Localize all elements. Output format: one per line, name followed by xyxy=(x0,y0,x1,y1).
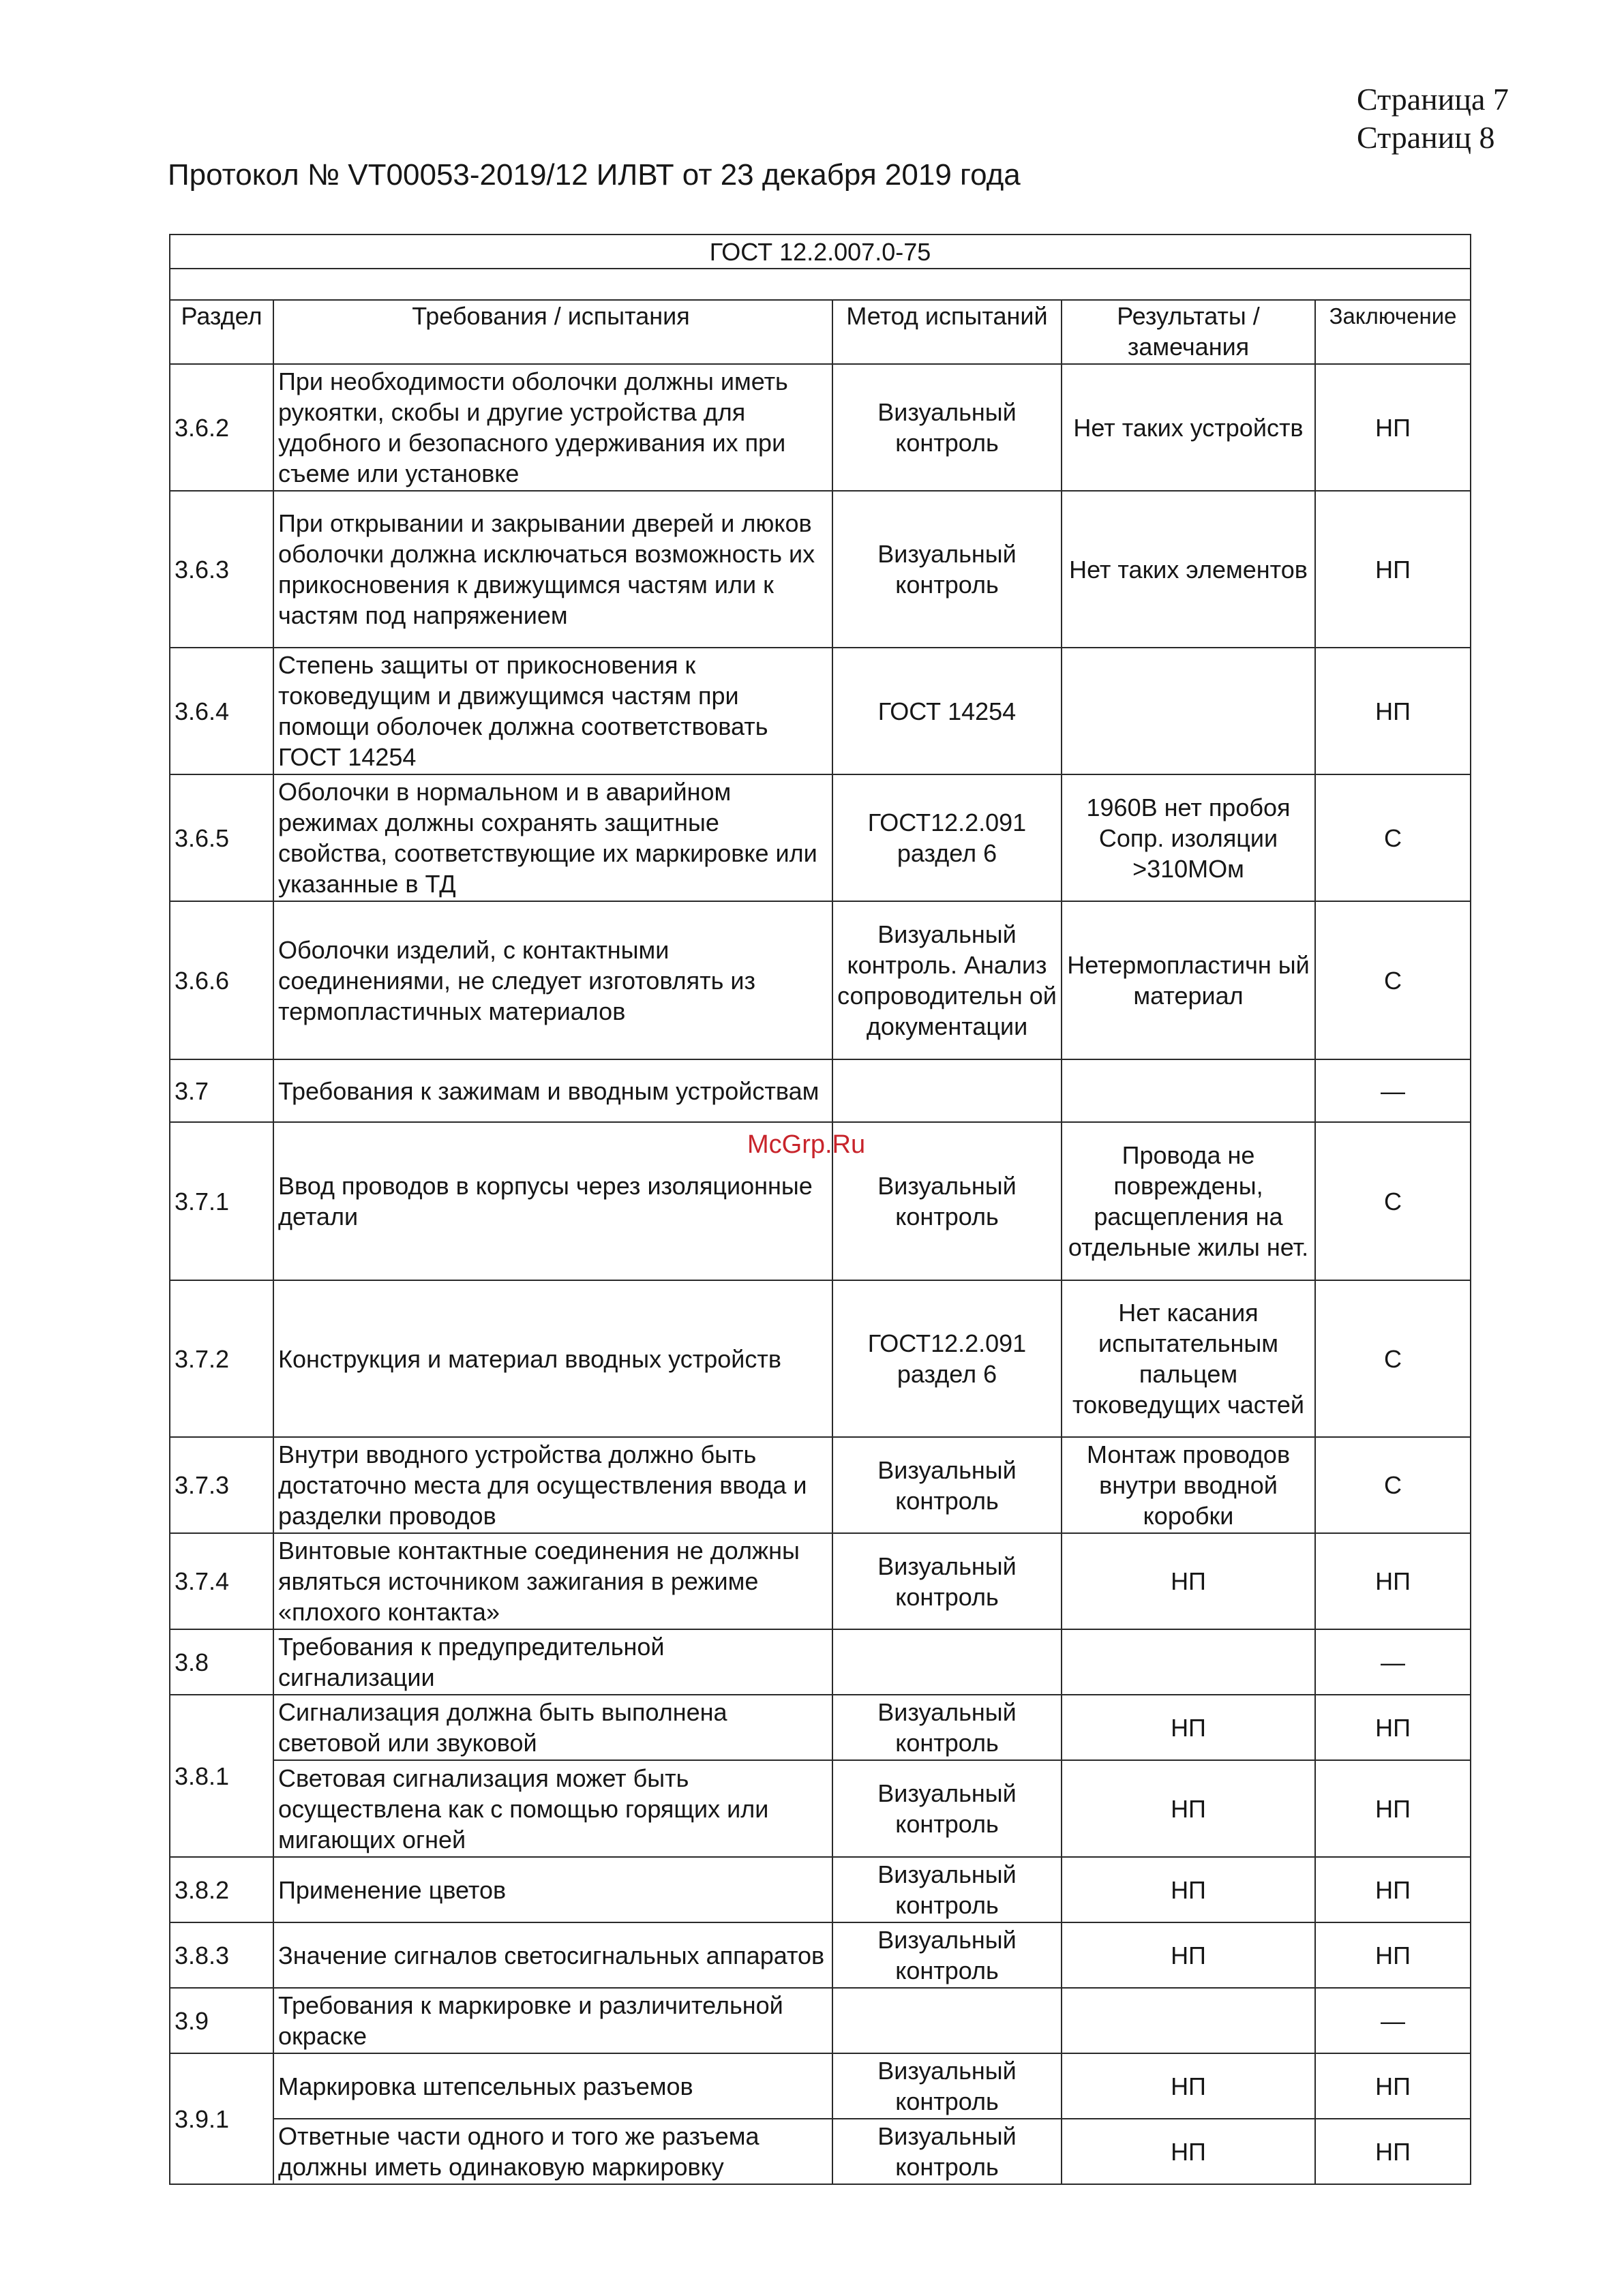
conclusion-cell: — xyxy=(1315,1059,1471,1122)
standard-title: ГОСТ 12.2.007.0-75 xyxy=(170,235,1471,269)
page-number: Страница 7 xyxy=(1357,82,1509,117)
result-cell: НП xyxy=(1062,1695,1315,1760)
result-cell xyxy=(1062,1988,1315,2053)
table-row xyxy=(170,1437,1471,1533)
table-row xyxy=(170,1280,1471,1437)
table-row xyxy=(170,1760,1471,1857)
requirement-cell: Ответные части одного и того же разъема должны иметь одинаковую маркировку xyxy=(273,2119,832,2184)
conclusion-cell: С xyxy=(1315,1122,1471,1280)
section-cell: 3.9 xyxy=(170,1988,273,2053)
requirement-cell: Степень защиты от прикосновения к токоведущим и движущимся частям при помощи оболочек должна соответствовать ГОСТ 14254 xyxy=(273,648,832,774)
section-cell: 3.6.2 xyxy=(170,364,273,491)
requirement-cell: Внутри вводного устройства должно быть достаточно места для осуществления ввода и разделки проводов xyxy=(273,1437,832,1533)
spacer-row xyxy=(170,269,1471,300)
method-cell: Визуальный контроль xyxy=(832,1533,1062,1629)
section-cell: 3.7 xyxy=(170,1059,273,1122)
result-cell: НП xyxy=(1062,1760,1315,1857)
method-cell: ГОСТ 14254 xyxy=(832,648,1062,774)
result-cell: Нет касания испытательным пальцем токоведущих частей xyxy=(1062,1280,1315,1437)
requirement-cell: Винтовые контактные соединения не должны являться источником зажигания в режиме «плохого контакта» xyxy=(273,1533,832,1629)
method-cell: Визуальный контроль xyxy=(832,364,1062,491)
method-cell: ГОСТ12.2.091 раздел 6 xyxy=(832,774,1062,901)
section-cell: 3.8.1 xyxy=(170,1695,273,1857)
method-cell: ГОСТ12.2.091 раздел 6 xyxy=(832,1280,1062,1437)
result-cell: Нетермопластичн ый материал xyxy=(1062,901,1315,1059)
result-cell: НП xyxy=(1062,1922,1315,1988)
section-cell: 3.7.2 xyxy=(170,1280,273,1437)
result-cell xyxy=(1062,1059,1315,1122)
conclusion-cell: С xyxy=(1315,1280,1471,1437)
conclusion-cell: НП xyxy=(1315,1695,1471,1760)
section-cell: 3.7.4 xyxy=(170,1533,273,1629)
conclusion-cell: — xyxy=(1315,1988,1471,2053)
table-row xyxy=(170,1857,1471,1922)
conclusion-cell: НП xyxy=(1315,1857,1471,1922)
result-cell: Монтаж проводов внутри вводной коробки xyxy=(1062,1437,1315,1533)
page-number-block xyxy=(1357,80,1509,157)
result-cell: НП xyxy=(1062,2119,1315,2184)
conclusion-cell: НП xyxy=(1315,1533,1471,1629)
section-cell: 3.8 xyxy=(170,1629,273,1695)
section-cell: 3.9.1 xyxy=(170,2053,273,2184)
conclusion-cell: НП xyxy=(1315,648,1471,774)
result-cell: Провода не повреждены, расщепления на отдельные жилы нет. xyxy=(1062,1122,1315,1280)
method-cell: Визуальный контроль xyxy=(832,1857,1062,1922)
table-row xyxy=(170,2053,1471,2119)
method-cell: Визуальный контроль xyxy=(832,491,1062,648)
table-row xyxy=(170,648,1471,774)
requirement-cell: Световая сигнализация может быть осуществлена как с помощью горящих или мигающих огней xyxy=(273,1760,832,1857)
standard-row xyxy=(170,235,1471,269)
requirement-cell: Требования к зажимам и вводным устройствам xyxy=(273,1059,832,1122)
result-cell: Нет таких устройств xyxy=(1062,364,1315,491)
conclusion-cell: — xyxy=(1315,1629,1471,1695)
table-row xyxy=(170,1988,1471,2053)
method-cell: Визуальный контроль xyxy=(832,1437,1062,1533)
section-cell: 3.6.5 xyxy=(170,774,273,901)
table-row xyxy=(170,491,1471,648)
section-cell: 3.6.3 xyxy=(170,491,273,648)
table-row xyxy=(170,1533,1471,1629)
method-cell: Визуальный контроль xyxy=(832,1122,1062,1280)
result-cell: 1960В нет пробоя Сопр. изоляции >310МОм xyxy=(1062,774,1315,901)
result-cell: НП xyxy=(1062,1533,1315,1629)
requirement-cell: Конструкция и материал вводных устройств xyxy=(273,1280,832,1437)
requirement-cell: При необходимости оболочки должны иметь рукоятки, скобы и другие устройства для удобного и безопасного удерживания их при съеме или установке xyxy=(273,364,832,491)
conclusion-cell: НП xyxy=(1315,2119,1471,2184)
result-cell: Нет таких элементов xyxy=(1062,491,1315,648)
conclusion-cell: НП xyxy=(1315,2053,1471,2119)
method-cell: Визуальный контроль. Анализ сопроводительн ой документации xyxy=(832,901,1062,1059)
conclusion-cell: НП xyxy=(1315,1922,1471,1988)
section-cell: 3.7.3 xyxy=(170,1437,273,1533)
conclusion-cell: НП xyxy=(1315,491,1471,648)
requirement-cell: Оболочки в нормальном и в аварийном режимах должны сохранять защитные свойства, соответствующие их маркировке или указанные в ТД xyxy=(273,774,832,901)
watermark-text: McGrp.Ru xyxy=(747,1130,866,1159)
table-row xyxy=(170,1695,1471,1760)
conclusion-cell: С xyxy=(1315,1437,1471,1533)
protocol-table xyxy=(169,234,1471,2185)
requirement-cell: Значение сигналов светосигнальных аппаратов xyxy=(273,1922,832,1988)
method-cell: Визуальный контроль xyxy=(832,1760,1062,1857)
requirement-cell: Применение цветов xyxy=(273,1857,832,1922)
requirement-cell: Ввод проводов в корпусы через изоляционные детали xyxy=(273,1122,832,1280)
column-header-section: Раздел xyxy=(170,300,273,364)
method-cell: Визуальный контроль xyxy=(832,1922,1062,1988)
result-cell: НП xyxy=(1062,2053,1315,2119)
result-cell: НП xyxy=(1062,1857,1315,1922)
table-row xyxy=(170,2119,1471,2184)
column-header-result: Результаты / замечания xyxy=(1062,300,1315,364)
method-cell: Визуальный контроль xyxy=(832,2053,1062,2119)
section-cell: 3.6.6 xyxy=(170,901,273,1059)
column-header-conclusion: Заключение xyxy=(1315,300,1471,364)
conclusion-cell: С xyxy=(1315,774,1471,901)
section-cell: 3.6.4 xyxy=(170,648,273,774)
column-header-method: Метод испытаний xyxy=(832,300,1062,364)
conclusion-cell: НП xyxy=(1315,1760,1471,1857)
method-cell xyxy=(832,1988,1062,2053)
requirement-cell: Оболочки изделий, с контактными соединениями, не следует изготовлять из термопластичных материалов xyxy=(273,901,832,1059)
page-total: Страниц 8 xyxy=(1357,120,1495,155)
requirement-cell: Маркировка штепсельных разъемов xyxy=(273,2053,832,2119)
column-header-requirement: Требования / испытания xyxy=(273,300,832,364)
table-row xyxy=(170,1059,1471,1122)
result-cell xyxy=(1062,1629,1315,1695)
table-row xyxy=(170,364,1471,491)
method-cell xyxy=(832,1059,1062,1122)
requirement-cell: При открывании и закрывании дверей и люков оболочки должна исключаться возможность их прикосновения к движущимся частям или к частям под напряжением xyxy=(273,491,832,648)
table-row xyxy=(170,1629,1471,1695)
requirement-cell: Требования к маркировке и различительной окраске xyxy=(273,1988,832,2053)
requirement-cell: Требования к предупредительной сигнализации xyxy=(273,1629,832,1695)
conclusion-cell: С xyxy=(1315,901,1471,1059)
section-cell: 3.8.2 xyxy=(170,1857,273,1922)
result-cell xyxy=(1062,648,1315,774)
table-row xyxy=(170,901,1471,1059)
column-header-row xyxy=(170,300,1471,364)
table-row xyxy=(170,1922,1471,1988)
section-cell: 3.8.3 xyxy=(170,1922,273,1988)
section-cell: 3.7.1 xyxy=(170,1122,273,1280)
conclusion-cell: НП xyxy=(1315,364,1471,491)
method-cell: Визуальный контроль xyxy=(832,1695,1062,1760)
protocol-title: Протокол № VT00053-2019/12 ИЛВТ от 23 декабря 2019 года xyxy=(168,158,1021,192)
method-cell: Визуальный контроль xyxy=(832,2119,1062,2184)
method-cell xyxy=(832,1629,1062,1695)
requirement-cell: Сигнализация должна быть выполнена световой или звуковой xyxy=(273,1695,832,1760)
table-row xyxy=(170,774,1471,901)
